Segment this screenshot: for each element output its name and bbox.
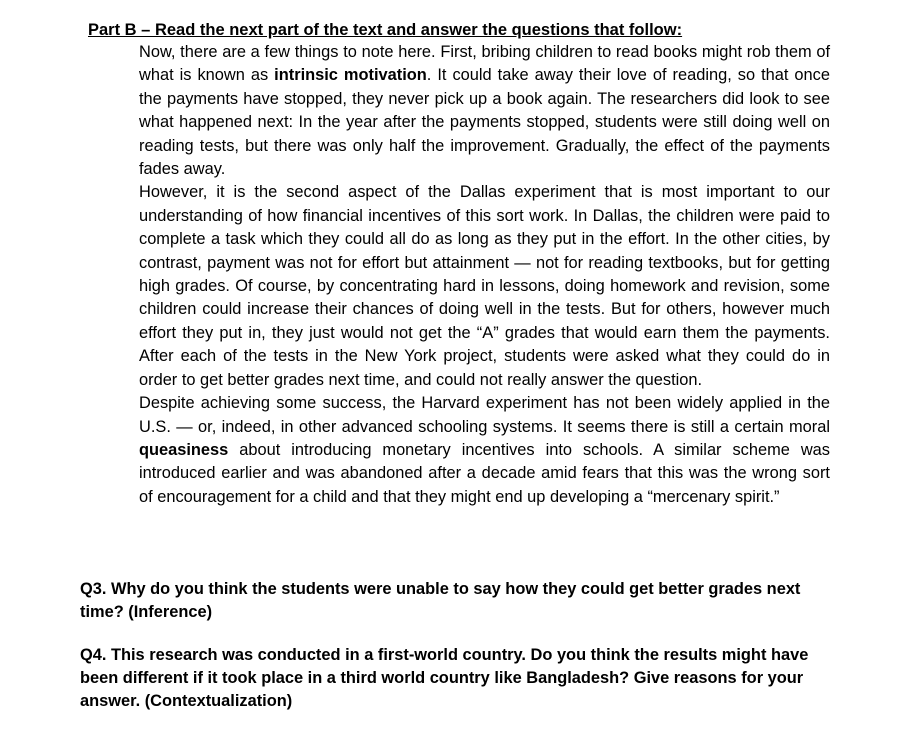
paragraph-3	[139, 392, 830, 509]
bold-term-intrinsic-motivation: intrinsic motivation	[274, 66, 427, 85]
paragraph-1	[139, 41, 830, 181]
reading-passage	[139, 41, 830, 509]
text-segment: Despite achieving some success, the Harvard experiment has not been widely applied in the U.S. — or, indeed, in other advanced schooling systems. It seems there is still a certain moral	[139, 394, 830, 436]
text-segment: about introducing monetary incentives into schools. A similar scheme was introduced earlier and was abandoned after a decade amid fears that this was the wrong sort of encouragement for a child and that they might end up developing a “mercenary spirit.”	[139, 440, 830, 506]
text-segment: . It could take away their love of reading, so that once the payments have stopped, they never pick up a book again. The researchers did look to see what happened next: In the year after the payments stopped, students were still doing well on reading tests, but there was only half the improvement. Gradually, the effect of the payments fades away.	[139, 66, 830, 179]
question-4: Q4. This research was conducted in a first-world country. Do you think the results might have been different if it took place in a third world country like Bangladesh? Give reasons for your answer. (Contextualization)	[80, 646, 809, 710]
question-3: Q3. Why do you think the students were unable to say how they could get better grades next time? (Inference)	[80, 580, 801, 621]
section-heading: Part B – Read the next part of the text and answer the questions that follow:	[88, 21, 683, 39]
text-segment: However, it is the second aspect of the Dallas experiment that is most important to our understanding of how financial incentives of this sort work. In Dallas, the children were paid to complete a task which they could all do as long as they put in the effort. In the other cities, by contrast, payment was not for effort but attainment — not for reading textbooks, but for getting high grades. Of course, by concentrating hard in lessons, doing homework and revision, some children could increase their chances of doing well in the tests. But for others, however much effort they put in, they just would not get the “A” grades that would earn them the payments. After each of the tests in the New York project, students were asked what they could do in order to get better grades next time, and could not really answer the question.	[139, 183, 830, 389]
paragraph-2	[139, 181, 830, 392]
text-segment: Now, there are a few things to note here. First, bribing children to read books might rob them of what is known as	[139, 43, 830, 85]
bold-term-queasiness: queasiness	[139, 440, 229, 459]
